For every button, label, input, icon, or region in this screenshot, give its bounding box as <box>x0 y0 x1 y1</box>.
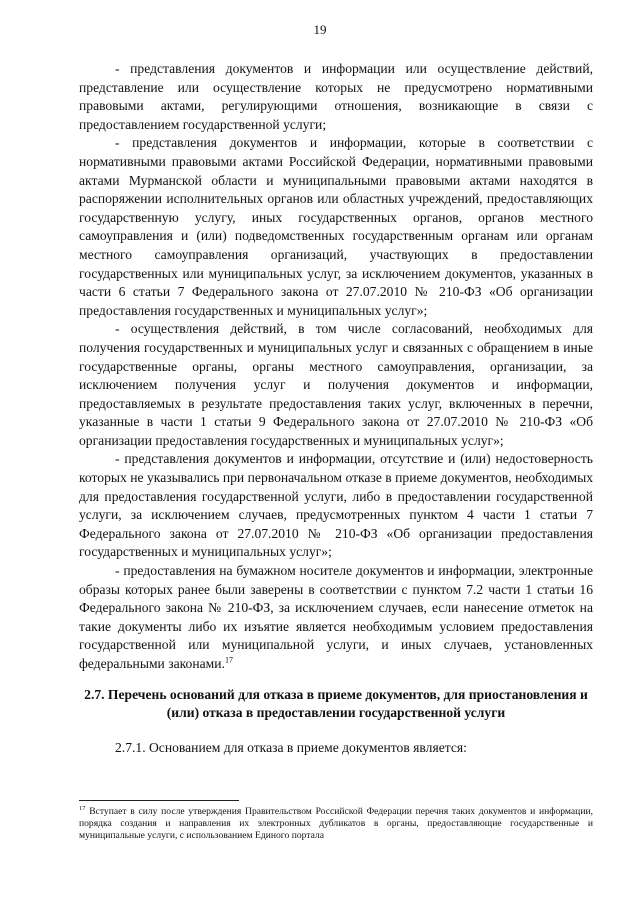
list-item: - представления документов и информации или осуществление действий, представление или осуществление которых не предусмотрено нормативными правовыми актами, регулирующими отношения, возникающие в связи с предоставлением государственной услуги; <box>79 61 593 132</box>
footnote-reference[interactable]: 17 <box>224 655 233 665</box>
list-item: - осуществления действий, в том числе согласований, необходимых для получения государственных и муниципальных услуг и связанных с обращением в иные государственные органы, органы местного самоуправления, организации, за исключением получения услуг и получения документов и информации, предоставляемых в результате предоставления таких услуг, включенных в перечни, указанные в части 1 статьи 9 Федерального закона от 27.07.2010 № 210-ФЗ «Об организации предоставления государственных и муниципальных услуг»; <box>79 321 593 448</box>
footnote <box>79 806 593 842</box>
list-item <box>79 562 593 674</box>
footnote-marker: 17 <box>79 804 86 812</box>
list-item-text: - предоставления на бумажном носителе документов и информации, электронные образы которых ранее были заверены в соответствии с пунктом 7.2 части 1 статьи 16 Федерального закона № 210-ФЗ, за исключением случаев, если нанесение отметок на такие документы либо их изъятие является необходимым условием предоставления государственной или муниципальной услуги, и иных случаев, установленных федеральными законами. <box>79 563 593 671</box>
document-body <box>79 60 593 757</box>
list-item: - представления документов и информации, отсутствие и (или) недостоверность которых не указывались при первоначальном отказе в приеме документов, необходимых для предоставления государственной услуги, либо в предоставлении государственной услуги, за исключением случаев, предусмотренных пунктом 4 части 1 статьи 7 Федерального закона от 27.07.2010 № 210-ФЗ «Об организации предоставления государственных и муниципальных услуг»; <box>79 451 593 560</box>
footnote-text: Вступает в силу после утверждения Правительством Российской Федерации перечня таких документов и информации, порядка создания и направления их электронных дубликатов в органы, предоставляющие государственные и муниципальные услуги, с использованием Единого портала <box>79 806 593 841</box>
footnote-divider <box>79 800 239 801</box>
list-item: - представления документов и информации, которые в соответствии с нормативными правовыми актами Российской Федерации, нормативными правовыми актами Мурманской области и муниципальными правовыми актами находятся в распоряжении исполнительных органов или областных учреждений, предоставляющих государственную услугу, иных государственных органов, органов местного самоуправления и (или) подведомственных государственным органам или органам местного самоуправления организаций, участвующих в предоставлении государственных или муниципальных услуг, за исключением документов, указанных в части 6 статьи 7 Федерального закона от 27.07.2010 № 210-ФЗ «Об организации предоставления государственных и муниципальных услуг»; <box>79 135 593 318</box>
section-heading: 2.7. Перечень оснований для отказа в приеме документов, для приостановления и (или) отказа в предоставлении государственной услуги <box>84 686 588 721</box>
subsection-text: 2.7.1. Основанием для отказа в приеме документов является: <box>115 739 467 755</box>
page-number: 19 <box>313 22 327 37</box>
